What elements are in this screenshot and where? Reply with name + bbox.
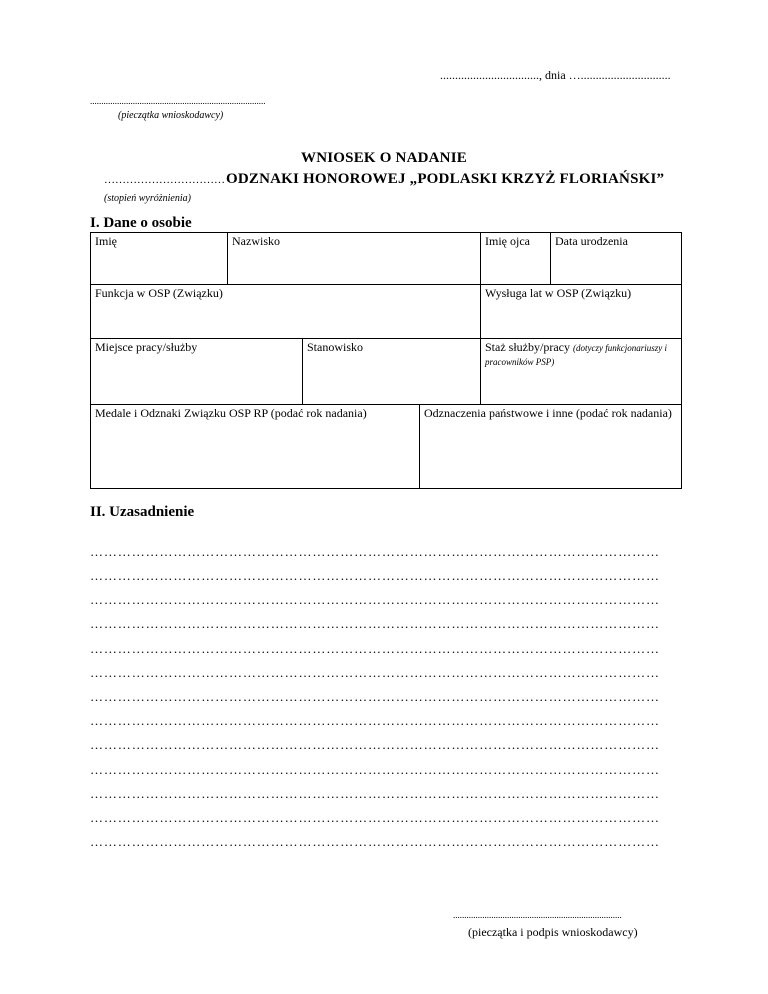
justification-line[interactable]: …………………………………………………………………………………………………………… xyxy=(90,810,660,825)
signature-dotted-line[interactable]: ........................................................................... xyxy=(453,910,622,920)
stamp-label: (pieczątka wnioskodawcy) xyxy=(118,110,224,121)
justification-line[interactable]: …………………………………………………………………………………………………………… xyxy=(90,737,660,752)
section-personal-data-heading: I. Dane o osobie xyxy=(90,215,192,231)
justification-line[interactable]: …………………………………………………………………………………………………………… xyxy=(90,592,660,607)
justification-line[interactable]: …………………………………………………………………………………………………………… xyxy=(90,616,660,631)
document-subtitle: ODZNAKI HONOROWEJ „PODLASKI KRZYŻ FLORIAŃSKI” xyxy=(226,171,665,187)
field-position[interactable]: Stanowisko xyxy=(303,339,481,405)
justification-line[interactable]: …………………………………………………………………………………………………………… xyxy=(90,641,660,656)
justification-line[interactable]: …………………………………………………………………………………………………………… xyxy=(90,786,660,801)
field-state-awards[interactable]: Odznaczenia państwowe i inne (podać rok nadania) xyxy=(420,405,682,489)
justification-line[interactable]: …………………………………………………………………………………………………………… xyxy=(90,689,660,704)
section-justification-heading: II. Uzasadnienie xyxy=(90,504,195,520)
justification-line[interactable]: …………………………………………………………………………………………………………… xyxy=(90,713,660,728)
stamp-dotted-line: .............................................................................. xyxy=(90,96,266,106)
field-osp-medals[interactable]: Medale i Odznaki Związku OSP RP (podać rok nadania) xyxy=(91,405,420,489)
document-title: WNIOSEK O NADANIE xyxy=(301,150,467,166)
place-date-line[interactable]: ................................., dnia ….............................. xyxy=(440,68,671,82)
field-function[interactable]: Funkcja w OSP (Związku) xyxy=(91,285,481,339)
field-years-of-service[interactable]: Wysługa lat w OSP (Związku) xyxy=(481,285,682,339)
justification-line[interactable]: …………………………………………………………………………………………………………… xyxy=(90,762,660,777)
field-workplace[interactable]: Miejsce pracy/służby xyxy=(91,339,303,405)
signature-label: (pieczątka i podpis wnioskodawcy) xyxy=(468,925,638,939)
justification-line[interactable]: …………………………………………………………………………………………………………… xyxy=(90,568,660,583)
field-birth-date[interactable]: Data urodzenia xyxy=(551,233,682,285)
field-last-name[interactable]: Nazwisko xyxy=(228,233,481,285)
degree-dotted-line[interactable]: …………………………… xyxy=(104,174,225,186)
justification-line[interactable]: …………………………………………………………………………………………………………… xyxy=(90,544,660,559)
justification-line[interactable]: …………………………………………………………………………………………………………… xyxy=(90,665,660,680)
justification-line[interactable]: …………………………………………………………………………………………………………… xyxy=(90,834,660,849)
service-length-note: (dotyczy funkcjonariuszy i pracowników PSP) xyxy=(485,343,667,367)
field-first-name[interactable]: Imię xyxy=(91,233,228,285)
degree-label: (stopień wyróżnienia) xyxy=(104,193,191,204)
field-father-name[interactable]: Imię ojca xyxy=(481,233,551,285)
field-service-length[interactable]: Staż służby/pracy (dotyczy funkcjonariuszy i pracowników PSP) xyxy=(481,339,682,405)
personal-data-table xyxy=(90,232,682,489)
